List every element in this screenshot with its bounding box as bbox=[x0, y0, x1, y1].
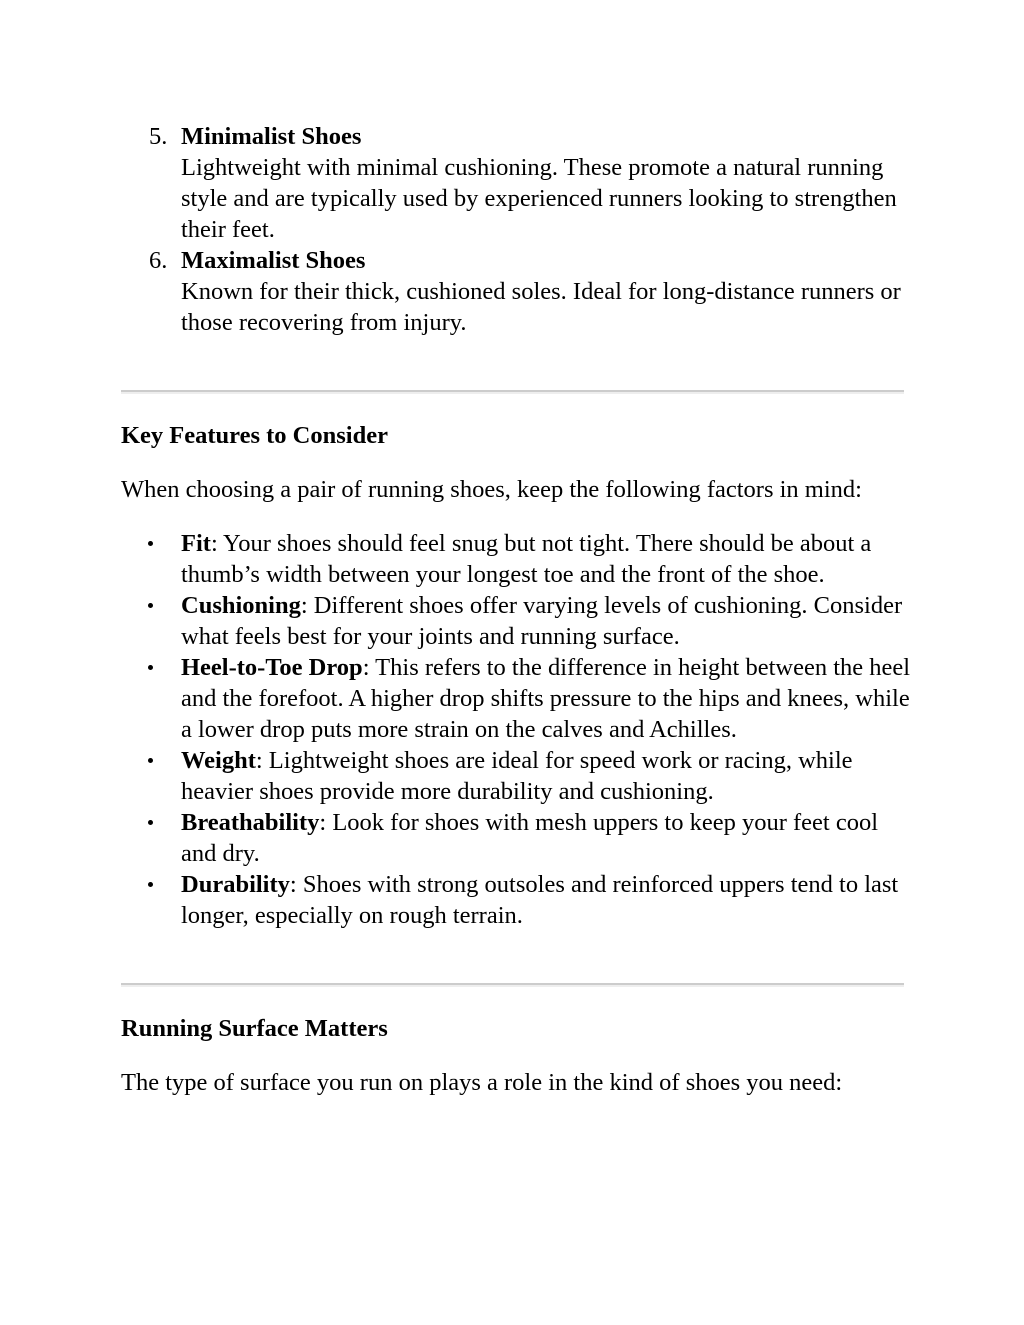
list-item bbox=[149, 121, 911, 245]
bullet-icon bbox=[148, 665, 153, 670]
feature-term: Fit bbox=[181, 530, 211, 557]
list-number: 6. bbox=[149, 247, 168, 274]
shoe-types-list bbox=[121, 121, 911, 338]
feature-term: Breathability bbox=[181, 809, 320, 836]
surface-intro: The type of surface you run on plays a role in the kind of shoes you need: bbox=[121, 1069, 843, 1096]
list-item-title: Minimalist Shoes bbox=[181, 123, 362, 150]
list-number: 5. bbox=[149, 123, 168, 150]
feature-term: Cushioning bbox=[181, 592, 301, 619]
feature-text: : This refers to the difference in height between the heel and the forefoot. A higher drop shifts pressure to the hips and knees, while a lower drop puts more strain on the calves and Achilles. bbox=[181, 654, 911, 743]
list-item bbox=[181, 807, 911, 869]
feature-term: Durability bbox=[181, 871, 290, 898]
list-item bbox=[181, 745, 911, 807]
list-item-title: Maximalist Shoes bbox=[181, 247, 366, 274]
section-heading-surface: Running Surface Matters bbox=[121, 1015, 388, 1042]
list-item bbox=[181, 652, 911, 745]
feature-term: Weight bbox=[181, 747, 256, 774]
features-intro: When choosing a pair of running shoes, keep the following factors in mind: bbox=[121, 476, 862, 503]
section-divider bbox=[121, 983, 904, 987]
feature-term: Heel-to-Toe Drop bbox=[181, 654, 363, 681]
bullet-icon bbox=[148, 820, 153, 825]
bullet-icon bbox=[148, 603, 153, 608]
section-heading-features: Key Features to Consider bbox=[121, 422, 388, 449]
feature-text: : Your shoes should feel snug but not tight. There should be about a thumb’s width between your longest toe and the front of the shoe. bbox=[181, 530, 872, 588]
section-divider bbox=[121, 390, 904, 394]
features-list bbox=[121, 528, 911, 931]
feature-text: : Look for shoes with mesh uppers to keep your feet cool and dry. bbox=[181, 809, 878, 867]
feature-text: : Different shoes offer varying levels of cushioning. Consider what feels best for your joints and running surface. bbox=[181, 592, 903, 650]
list-item bbox=[181, 590, 911, 652]
list-item-description: Lightweight with minimal cushioning. These promote a natural running style and are typically used by experienced runners looking to strengthen their feet. bbox=[181, 154, 897, 243]
list-item bbox=[181, 869, 911, 931]
bullet-icon bbox=[148, 882, 153, 887]
bullet-icon bbox=[148, 541, 153, 546]
feature-text: : Shoes with strong outsoles and reinforced uppers tend to last longer, especially on rough terrain. bbox=[181, 871, 899, 929]
feature-text: : Lightweight shoes are ideal for speed work or racing, while heavier shoes provide more durability and cushioning. bbox=[181, 747, 853, 805]
list-item-description: Known for their thick, cushioned soles. Ideal for long-distance runners or those recovering from injury. bbox=[181, 278, 901, 336]
document-page bbox=[121, 121, 911, 1098]
list-item bbox=[181, 528, 911, 590]
bullet-icon bbox=[148, 758, 153, 763]
list-item bbox=[149, 245, 911, 338]
